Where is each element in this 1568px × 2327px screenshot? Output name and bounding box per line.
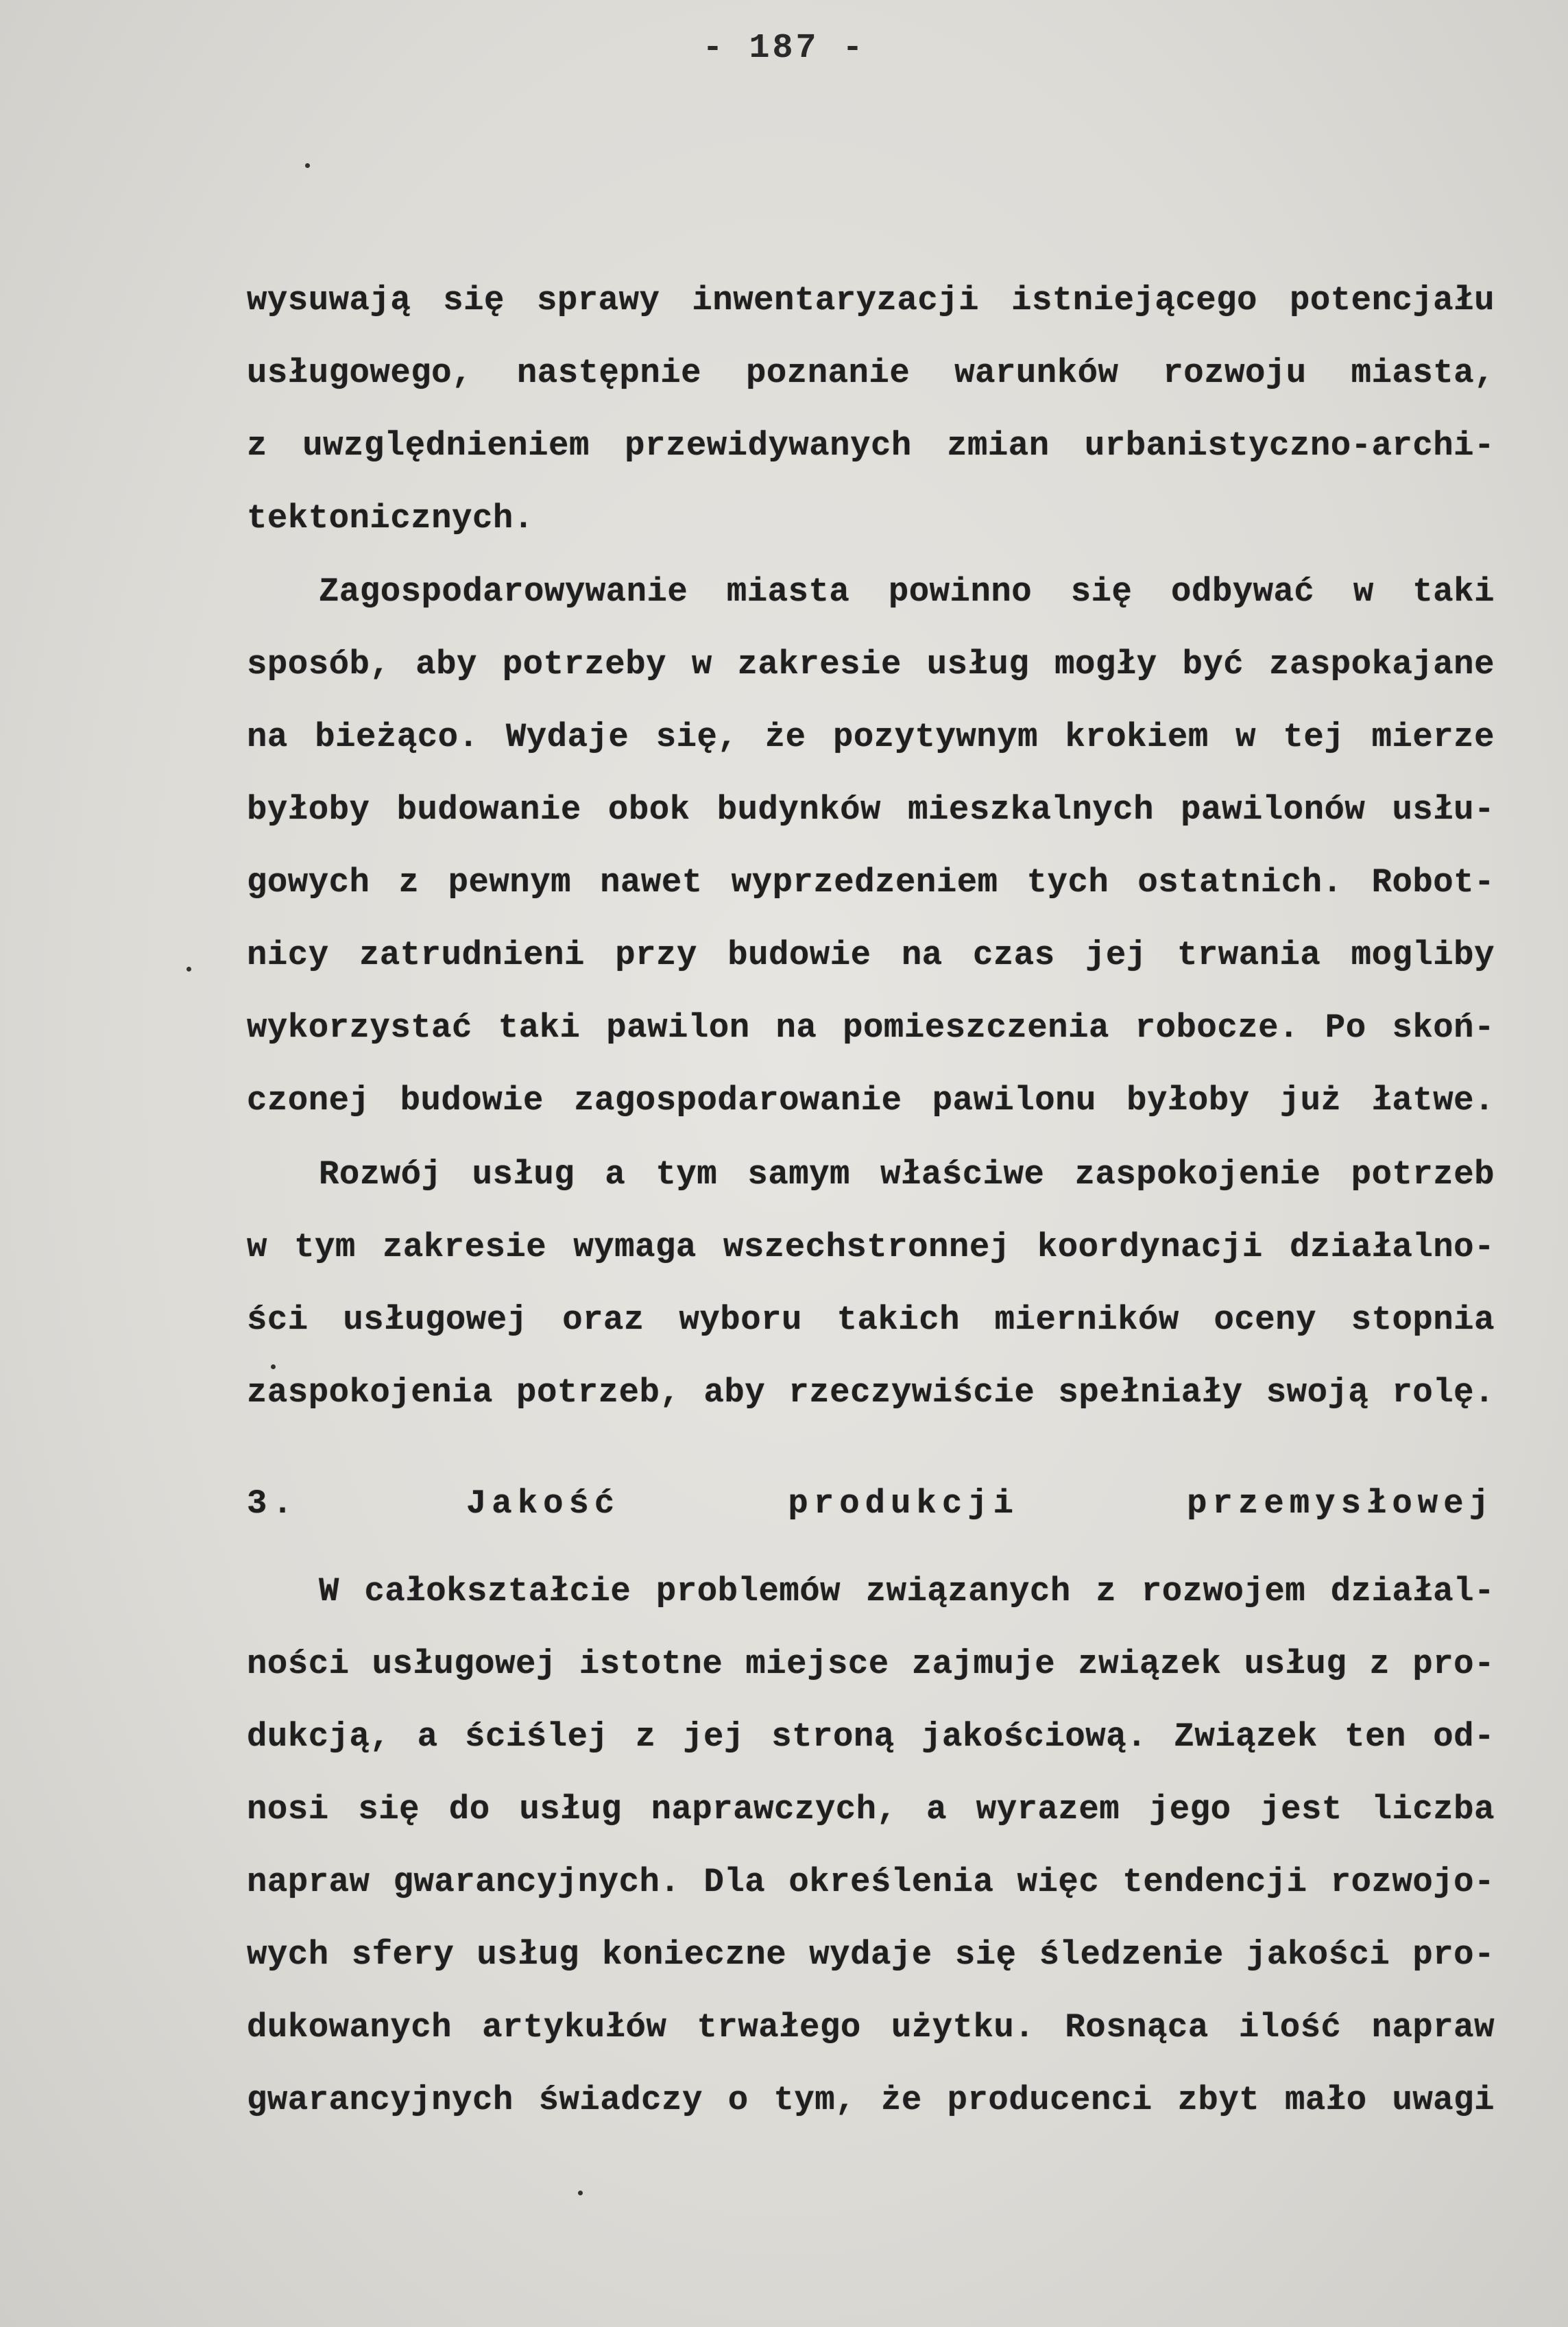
paragraph-2 <box>247 555 1495 1137</box>
text-line: nicy zatrudnieni przy budowie na czas jej trwania mogliby <box>247 936 1495 974</box>
text-line: wykorzystać taki pawilon na pomieszczenia robocze. Po skoń- <box>247 1009 1495 1047</box>
text-line: gwarancyjnych świadczy o tym, że producenci zbyt mało uwagi <box>247 2081 1495 2119</box>
text-line: czonej budowie zagospodarowanie pawilonu byłoby już łatwe. <box>247 1081 1495 1120</box>
text-line: sposób, aby potrzeby w zakresie usług mogły być zaspokajane <box>247 645 1495 684</box>
text-line: gowych z pewnym nawet wyprzedzeniem tych ostatnich. Robot- <box>247 863 1495 902</box>
text-line: tektonicznych. <box>247 499 534 538</box>
paragraph-1 <box>247 264 1495 555</box>
text-line: dukcją, a ściślej z jej stroną jakościową. Związek ten od- <box>247 1717 1495 1756</box>
text-line: Zagospodarowywanie miasta powinno się odbywać w taki <box>319 572 1495 611</box>
text-line: nosi się do usług naprawczych, a wyrazem jego jest liczba <box>247 1790 1495 1829</box>
text-line: wych sfery usług konieczne wydaje się śledzenie jakości pro- <box>247 1936 1495 1974</box>
text-line: Rozwój usług a tym samym właściwe zaspokojenie potrzeb <box>319 1155 1495 1194</box>
text-line: W całokształcie problemów związanych z rozwojem działal- <box>319 1572 1495 1611</box>
section-paragraph <box>247 1555 1495 2136</box>
text-line: dukowanych artykułów trwałego użytku. Rosnąca ilość napraw <box>247 2008 1495 2047</box>
text-line: wysuwają się sprawy inwentaryzacji istniejącego potencjału <box>247 281 1495 319</box>
scan-speck <box>271 1364 276 1369</box>
text-line: napraw gwarancyjnych. Dla określenia więc tendencji rozwojo- <box>247 1863 1495 1901</box>
paragraph-3 <box>247 1138 1495 1429</box>
section-title: 3. Jakość produkcji przemysłowej <box>247 1484 1495 1523</box>
section-heading <box>247 1467 1495 1540</box>
text-line: z uwzględnieniem przewidywanych zmian urbanistyczno-archi- <box>247 426 1495 465</box>
text-line: ści usługowej oraz wyboru takich mierników oceny stopnia <box>247 1301 1495 1339</box>
text-line: w tym zakresie wymaga wszechstronnej koordynacji działalno- <box>247 1228 1495 1266</box>
scan-speck <box>186 967 191 972</box>
text-line: na bieżąco. Wydaje się, że pozytywnym krokiem w tej mierze <box>247 718 1495 756</box>
text-line: usługowego, następnie poznanie warunków rozwoju miasta, <box>247 354 1495 392</box>
page-number: - 187 - <box>702 29 866 68</box>
text-line: zaspokojenia potrzeb, aby rzeczywiście spełniały swoją rolę. <box>247 1373 1495 1412</box>
scan-speck <box>305 163 310 168</box>
text-line: ności usługowej istotne miejsce zajmuje związek usług z pro- <box>247 1645 1495 1683</box>
text-line: byłoby budowanie obok budynków mieszkalnych pawilonów usłu- <box>247 791 1495 829</box>
scan-speck <box>578 2191 583 2195</box>
